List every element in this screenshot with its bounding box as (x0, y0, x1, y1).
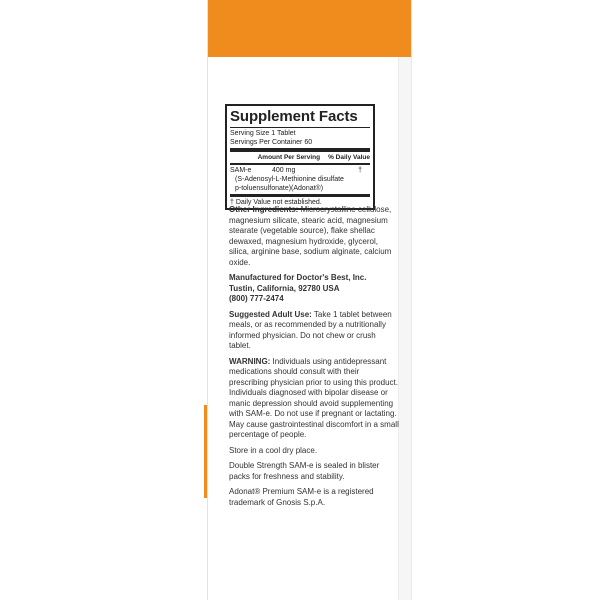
warning-text: Individuals using antidepressant medications should consult with their prescribing physician prior to using this product. Individuals diagnosed with bipolar disease or manic depression should avoid supplementing with SAM-e. Do not use if pregnant or lactating. May cause gastrointestinal discomfort in a small percentage of people. (229, 356, 399, 439)
manufacturer-info (229, 273, 399, 305)
other-ingredients-text: Microcrystalline cellulose, magnesium silicate, stearic acid, magnesium stearate (vegetable source), flake shellac dewaxed, magnesium hydroxide, glycerol, silica, arginine base, sodium alginate, calcium oxide. (229, 205, 392, 267)
orange-header-band (208, 0, 411, 57)
suggested-use-text: Take 1 tablet between meals, or as recommended by a nutritionally informed physician. Do not chew or crush tablet. (229, 309, 392, 350)
servings-per-container: Servings Per Container 60 (230, 139, 313, 146)
amount-per-serving-header: Amount Per Serving (257, 154, 321, 161)
storage-instructions: Store in a cool dry place. (229, 445, 318, 455)
ingredient-amount: 400 mg (272, 167, 296, 174)
ingredient-description-1: (S-Adenosyl-L-Methionine disulfate (235, 176, 344, 183)
suggested-use-label: Suggested Adult Use: (229, 309, 312, 319)
ingredient-description-2: p-toluensulfonate)(Adonat®) (235, 185, 324, 192)
blister-pack-note: Double Strength SAM-e is sealed in blister packs for freshness and stability. (229, 461, 380, 481)
divider-bottom (230, 194, 370, 197)
supplement-facts-title: Supplement Facts (230, 108, 358, 125)
manufacturer-line-2: Tustin, California, 92780 USA (229, 283, 340, 293)
ingredient-dv: † (358, 167, 362, 174)
serving-size: Serving Size 1 Tablet (230, 130, 296, 137)
manufacturer-line-1: Manufactured for Doctor's Best, Inc. (229, 273, 367, 282)
daily-value-footnote: † Daily Value not established. (230, 199, 322, 206)
divider (230, 127, 370, 128)
trademark-note: Adonat® Premium SAM-e is a registered trademark of Gnosis S.p.A. (229, 487, 374, 507)
manufacturer-phone: (800) 777-2474 (229, 294, 284, 303)
amount-header-row (230, 153, 370, 162)
supplement-facts-panel (225, 104, 375, 210)
warning (229, 357, 399, 441)
label-text-block (229, 205, 399, 513)
orange-side-accent (204, 405, 207, 498)
divider-medium (230, 163, 370, 165)
other-ingredients (229, 205, 399, 268)
divider-thick (230, 148, 370, 152)
ingredient-row (230, 166, 370, 175)
box-side-edge (398, 57, 411, 600)
warning-label: WARNING: (229, 356, 271, 366)
daily-value-header: % Daily Value (328, 154, 370, 161)
ingredient-name: SAM-e (230, 167, 252, 174)
suggested-use (229, 310, 399, 352)
other-ingredients-label: Other Ingredients: (229, 205, 299, 214)
